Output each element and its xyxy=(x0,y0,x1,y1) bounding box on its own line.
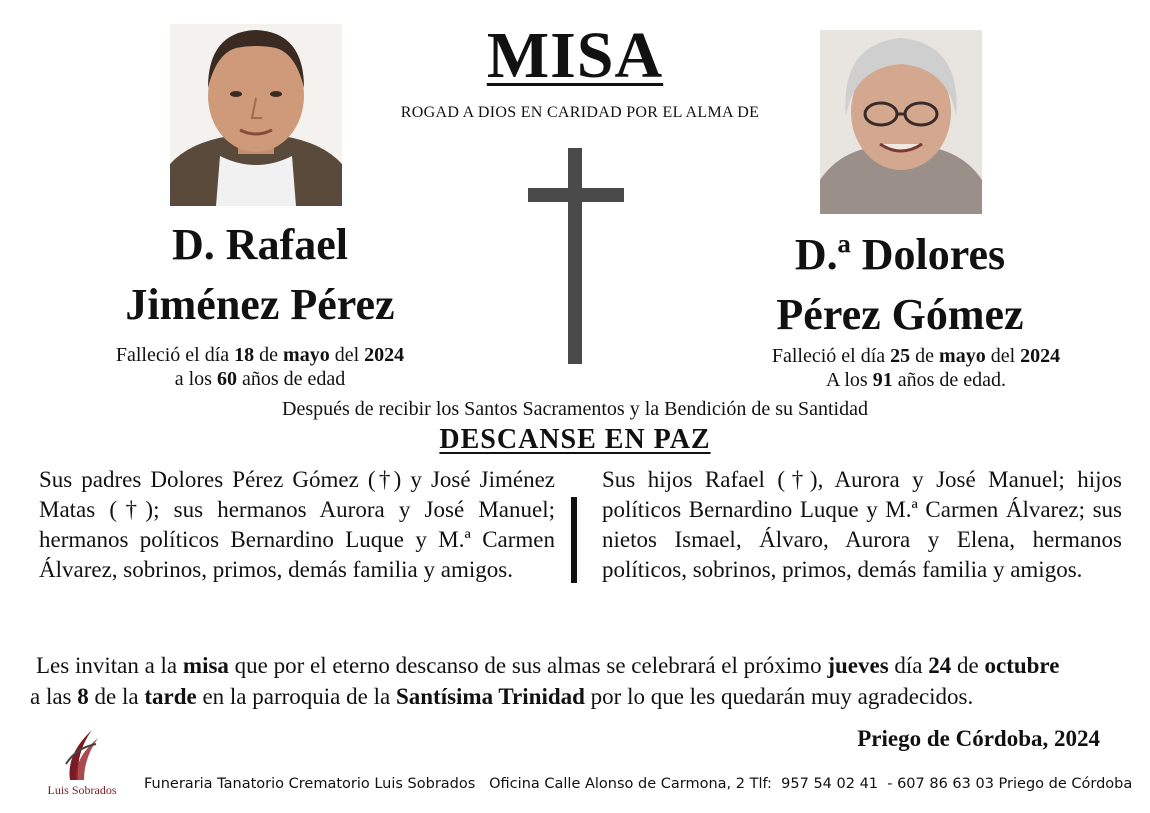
place-year: Priego de Córdoba, 2024 xyxy=(857,726,1100,751)
logo-label: Luis Sobrados xyxy=(47,783,117,797)
column-divider xyxy=(571,497,577,583)
name-right: D.ª Dolores Pérez Gómez xyxy=(776,230,1024,339)
luis-sobrados-logo xyxy=(62,724,102,782)
name-left: D. Rafael Jiménez Pérez xyxy=(125,220,395,329)
invitation-line1: Les invitan a la misa que por el eterno descanso de sus almas se celebrará el próximo jueves día 24 de octubre xyxy=(36,653,1060,678)
office-address: Oficina Calle Alonso de Carmona, 2 Tlf: 957 54 02 41 - 607 86 63 03 Priego de Córdoba xyxy=(489,776,1133,792)
photo-rafael xyxy=(170,24,342,206)
death-info-right: Falleció el día 25 de mayo del 2024 A los 91 años de edad. xyxy=(771,345,1061,391)
page-title: MISA xyxy=(486,19,664,92)
page-subtitle: ROGAD A DIOS EN CARIDAD POR EL ALMA DE xyxy=(400,104,760,121)
photo-dolores xyxy=(820,30,982,214)
invitation-line2: a las 8 de la tarde en la parroquia de la Santísima Trinidad por lo que les quedarán muy agradecidos. xyxy=(30,684,974,709)
cross-icon xyxy=(528,148,624,364)
sacraments-text: Después de recibir los Santos Sacramentos y la Bendición de su Santidad xyxy=(282,398,868,420)
rip-heading: DESCANSE EN PAZ xyxy=(439,424,711,455)
company-name: Funeraria Tanatorio Crematorio Luis Sobrados xyxy=(144,776,476,792)
family-right: Sus hijos Rafael (†), Aurora y José Manuel; hijos políticos Bernardino Luque y M.ª Carmen Álvarez; sus nietos Ismael, Álvaro, Aurora y Elena, hermanos políticos, sobrinos, primos, demás familia y amigos. xyxy=(602,467,1122,582)
footer-contact xyxy=(144,776,1134,792)
death-info-left: Falleció el día 18 de mayo del 2024 a los 60 años de edad xyxy=(115,344,405,390)
family-left: Sus padres Dolores Pérez Gómez (†) y José Jiménez Matas (†); sus hermanos Aurora y José Manuel; hermanos políticos Bernardino Luque y M.ª Carmen Álvarez, sobrinos, primos, demás familia y amigos. xyxy=(39,467,555,582)
